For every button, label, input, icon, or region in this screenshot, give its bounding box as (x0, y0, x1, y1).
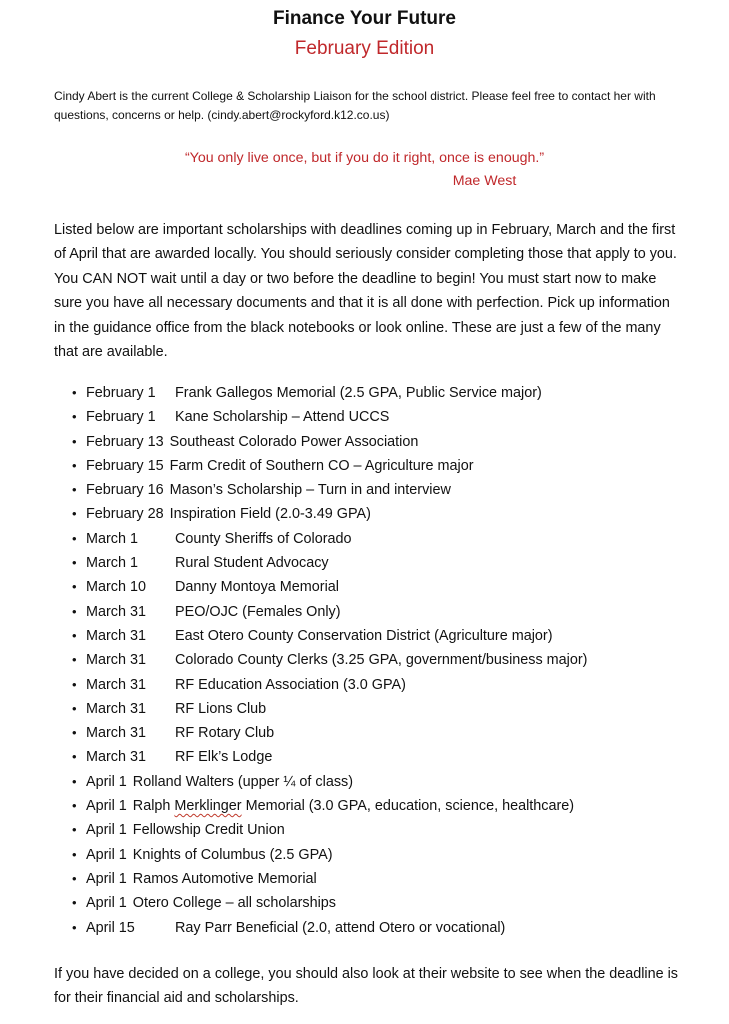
scholarship-name: Danny Montoya Memorial (175, 579, 339, 596)
list-item (72, 430, 587, 454)
scholarship-name: Fellowship Credit Union (132, 822, 285, 839)
scholarship-list (72, 381, 587, 940)
list-item (72, 770, 587, 794)
bullet-icon: • (72, 798, 77, 814)
bullet-icon: • (72, 579, 77, 595)
deadline-date: March 31 (86, 725, 146, 742)
bullet-icon: • (72, 676, 77, 692)
deadline-date: March 1 (86, 555, 138, 572)
bullet-icon: • (72, 627, 77, 643)
bullet-icon: • (72, 457, 77, 473)
deadline-date: April 1 (86, 895, 127, 912)
list-item (72, 721, 587, 745)
list-item (72, 673, 587, 697)
list-item (72, 527, 587, 551)
list-item (72, 867, 587, 891)
scholarship-name: Knights of Columbus (2.5 GPA) (132, 846, 333, 863)
scholarship-name: Kane Scholarship – Attend UCCS (175, 409, 390, 426)
deadline-date: March 31 (86, 749, 146, 766)
deadline-date: February 1 (86, 409, 156, 426)
scholarship-name: RF Education Association (3.0 GPA) (175, 676, 406, 693)
body-paragraph: Listed below are important scholarships with deadlines coming up in February, March and the first of April that are awarded locally. You should seriously consider completing those that apply to you. You CAN NOT wait until a day or two before the deadline to begin! You must start now to make sure you have all necessary documents and that it is all done with perfection. Pick up information in the guidance office from the black notebooks or look online. These are just a few of the many that are available. (54, 222, 677, 361)
deadline-date: April 1 (86, 870, 127, 887)
list-item (72, 405, 587, 429)
quote-author: Mae West (452, 173, 517, 189)
list-item (72, 381, 587, 405)
page-title: Finance Your Future (273, 8, 456, 29)
deadline-date: March 31 (86, 676, 146, 693)
closing-paragraph: If you have decided on a college, you should also look at their website to see when the deadline is for their financial aid and scholarships. (54, 966, 679, 1007)
quote-text: “You only live once, but if you do it right, once is enough.” (184, 150, 545, 166)
list-item (72, 454, 587, 478)
spellcheck-word: Merklinger (174, 798, 242, 815)
scholarship-name: Inspiration Field (2.0-3.49 GPA) (169, 506, 371, 523)
bullet-icon: • (72, 555, 77, 571)
edition-subtitle: February Edition (294, 38, 435, 59)
scholarship-name: East Otero County Conservation District (Agriculture major) (175, 627, 553, 644)
scholarship-name: Colorado County Clerks (3.25 GPA, government/business major) (175, 652, 588, 669)
scholarship-name-pre: Ralph (132, 798, 175, 815)
scholarship-name: RF Elk’s Lodge (175, 749, 273, 766)
deadline-date: February 15 (86, 457, 164, 474)
scholarship-name: RF Rotary Club (175, 725, 275, 742)
bullet-icon: • (72, 603, 77, 619)
deadline-date: March 31 (86, 700, 146, 717)
bullet-icon: • (72, 919, 77, 935)
deadline-date: April 1 (86, 846, 127, 863)
bullet-icon: • (72, 725, 77, 741)
bullet-icon: • (72, 870, 77, 886)
bullet-icon: • (72, 530, 77, 546)
bullet-icon: • (72, 482, 77, 498)
scholarship-name: Otero College – all scholarships (132, 895, 336, 912)
bullet-icon: • (72, 846, 77, 862)
bullet-icon: • (72, 385, 77, 400)
scholarship-name: Farm Credit of Southern CO – Agriculture major (169, 457, 474, 474)
scholarship-name: Southeast Colorado Power Association (169, 433, 419, 450)
deadline-date: March 31 (86, 627, 146, 644)
deadline-date: February 13 (86, 433, 164, 450)
deadline-date: April 1 (86, 773, 127, 790)
scholarship-name: PEO/OJC (Females Only) (175, 603, 341, 620)
scholarship-name: Frank Gallegos Memorial (2.5 GPA, Public Service major) (175, 385, 542, 401)
list-item (72, 575, 587, 599)
deadline-date: April 1 (86, 798, 127, 815)
list-item (72, 648, 587, 672)
list-item (72, 916, 587, 940)
list-item (72, 843, 587, 867)
scholarship-name (133, 794, 574, 818)
list-item (72, 697, 587, 721)
list-item (72, 745, 587, 769)
scholarship-name: Mason’s Scholarship – Turn in and interview (169, 482, 451, 499)
deadline-date: March 1 (86, 530, 138, 547)
list-item (72, 624, 587, 648)
bullet-icon: • (72, 822, 77, 838)
list-item (72, 600, 587, 624)
bullet-icon: • (72, 652, 77, 668)
list-item (72, 794, 587, 818)
scholarship-name: Ramos Automotive Memorial (132, 870, 317, 887)
list-item (72, 502, 587, 526)
bullet-icon: • (72, 773, 77, 789)
intro-paragraph: Cindy Abert is the current College & Scholarship Liaison for the school district. Please feel free to contact her with questions, concerns or help. (cindy.abert@rockyford.k12.co.us) (54, 89, 656, 122)
bullet-icon: • (72, 895, 77, 911)
bullet-icon: • (72, 700, 77, 716)
bullet-icon: • (72, 506, 77, 522)
deadline-date: March 31 (86, 652, 146, 669)
list-item (72, 551, 587, 575)
deadline-date: April 1 (86, 822, 127, 839)
deadline-date: February 16 (86, 482, 164, 499)
scholarship-name: Rolland Walters (upper ¼ of class) (132, 773, 354, 790)
deadline-date: March 10 (86, 579, 146, 596)
scholarship-name: Ray Parr Beneficial (2.0, attend Otero or vocational) (175, 919, 506, 936)
bullet-icon: • (72, 433, 77, 449)
scholarship-name-post: Memorial (3.0 GPA, education, science, healthcare) (241, 798, 575, 815)
deadline-date: February 28 (86, 506, 164, 523)
scholarship-name: County Sheriffs of Colorado (175, 530, 352, 547)
list-item (72, 478, 587, 502)
list-item (72, 818, 587, 842)
bullet-icon: • (72, 409, 77, 425)
scholarship-name: Rural Student Advocacy (175, 555, 329, 572)
scholarship-name: RF Lions Club (175, 700, 267, 717)
deadline-date: April 15 (86, 919, 135, 936)
list-item (72, 891, 587, 915)
deadline-date: March 31 (86, 603, 146, 620)
bullet-icon: • (72, 749, 77, 765)
deadline-date: February 1 (86, 385, 156, 401)
